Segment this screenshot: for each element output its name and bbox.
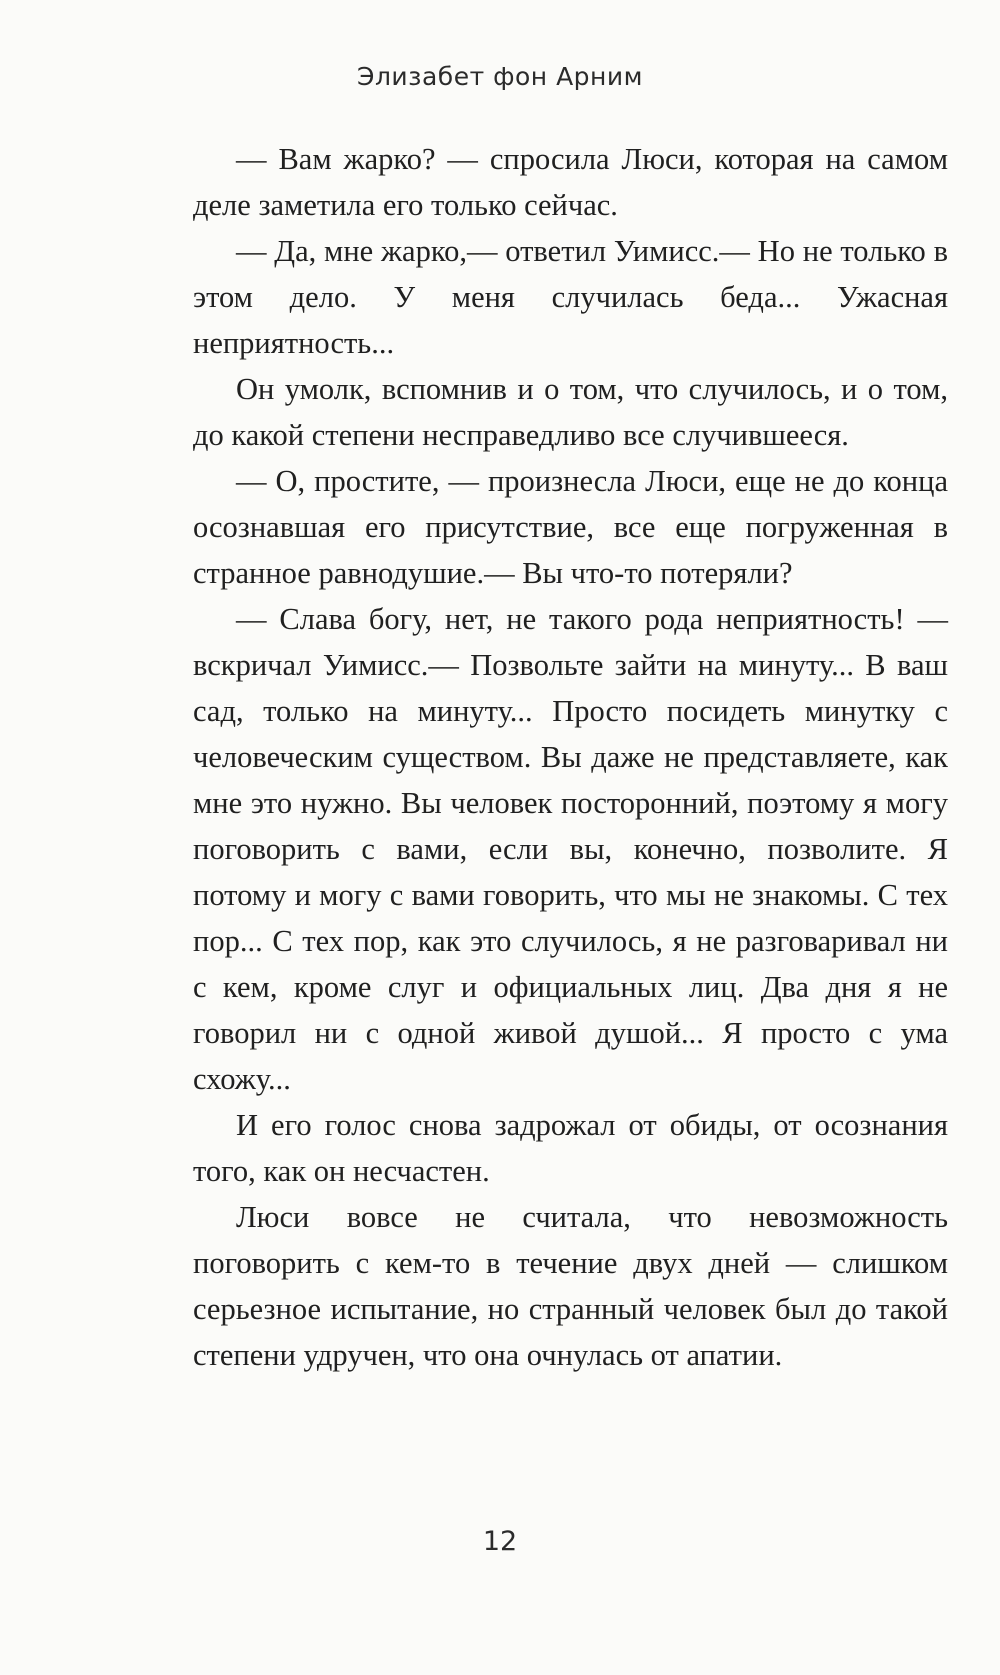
paragraph: — Да, мне жарко,— ответил Уимисс.— Но не только в этом дело. У меня случилась беда... Ужасная неприятность... <box>193 234 948 360</box>
paragraph: — Вам жарко? — спросила Люси, которая на самом деле заметила его только сейчас. <box>193 142 948 222</box>
paragraph: Люси вовсе не считала, что невозможность поговорить с кем-то в течение двух дней — слишком серьезное испытание, но странный человек был до такой степени удручен, что она очнулась от апатии. <box>193 1200 948 1372</box>
paragraph: И его голос снова задрожал от обиды, от осознания того, как он несчастен. <box>193 1108 948 1188</box>
running-header: Элизабет фон Арним <box>357 62 643 91</box>
paragraph: — О, простите, — произнесла Люси, еще не до конца осознавшая его присутствие, все еще погруженная в странное равнодушие.— Вы что-то потеряли? <box>193 464 948 590</box>
body-text <box>193 136 948 1378</box>
paragraph: Он умолк, вспомнив и о том, что случилось, и о том, до какой степени несправедливо все случившееся. <box>193 372 948 452</box>
paragraph: — Слава богу, нет, не такого рода неприятность! — вскричал Уимисс.— Позвольте зайти на минуту... В ваш сад, только на минуту... Просто посидеть минутку с человеческим существом. Вы даже не представляете, как мне это нужно. Вы человек посторонний, поэтому я могу поговорить с вами, если вы, конечно, позволите. Я потому и могу с вами говорить, что мы не знакомы. С тех пор... С тех пор, как это случилось, я не разговаривал ни с кем, кроме слуг и официальных лиц. Два дня я не говорил ни с одной живой душой... Я просто с ума схожу... <box>193 602 948 1096</box>
page-number: 12 <box>482 1526 518 1557</box>
